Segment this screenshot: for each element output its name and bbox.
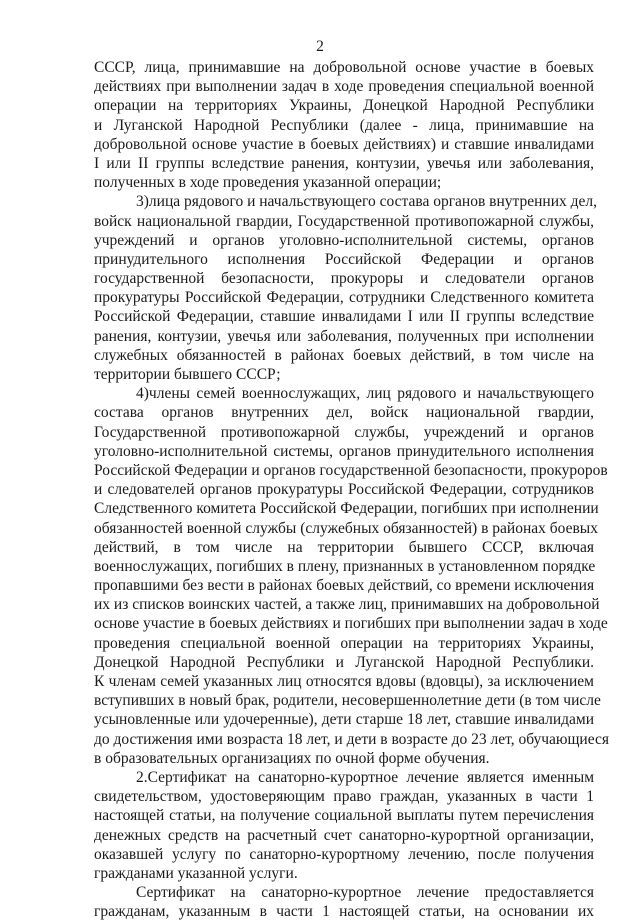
paragraph-item-3	[94, 192, 598, 384]
text-line: гражданами указанной услуги.	[94, 864, 298, 882]
page-number: 2	[316, 38, 324, 55]
text-line: территории бывшего СССР;	[94, 366, 281, 383]
text-line: уголовно-исполнительной системы, органов принудительного исполнения	[94, 442, 594, 460]
text-line: военнослужащих, погибших в плену, признанных в установленном порядке	[94, 557, 596, 575]
text-line: 4)члены семей военнослужащих, лиц рядового и начальствующего	[136, 385, 594, 403]
text-line: усыновленные или удочеренные), дети старше 18 лет, ставшие инвалидами	[94, 711, 594, 729]
text-line: войск национальной гвардии, Государственной противопожарной службы,	[94, 212, 594, 230]
text-line: свидетельством, удостоверяющим право граждан, указанных в части 1	[94, 788, 594, 806]
text-line: операции на территориях Украины, Донецкой Народной Республики	[94, 97, 594, 115]
text-line: добровольной основе участие в боевых действиях) и ставшие инвалидами	[94, 135, 594, 153]
text-line: Российской Федерации и органов государственной безопасности, прокуроров	[94, 461, 608, 479]
text-line: денежных средств на расчетный счет санаторно-курортной организации,	[94, 826, 594, 844]
text-line: обязанностей военной службы (служебных обязанностей) в районах боевых	[94, 519, 598, 537]
text-line: 3)лица рядового и начальствующего состава органов внутренних дел,	[136, 193, 598, 211]
text-line: полученных в ходе проведения указанной операции;	[94, 174, 442, 192]
text-line: до достижения ими возраста 18 лет, и дети в возрасте до 23 лет, обучающиеся	[94, 730, 610, 748]
text-line: и Луганской Народной Республики (далее - лица, принимавшие на	[94, 116, 594, 134]
paragraph-continuation	[94, 58, 594, 192]
text-line: Государственной противопожарной службы, учреждений и органов	[94, 423, 594, 441]
text-line: в образовательных организациях по очной форме обучения.	[94, 749, 490, 767]
text-line: Следственного комитета Российской Федерации, погибших при исполнении	[94, 500, 599, 518]
text-line: пропавшими без вести в районах боевых действий, со времени исключения	[94, 577, 595, 595]
text-line: учреждений и органов уголовно-исполнительной системы, органов	[94, 231, 594, 249]
text-line: служебных обязанностей в районах боевых действий, в том числе на	[94, 346, 594, 364]
text-line: Донецкой Народной Республики и Луганской Народной Республики.	[94, 653, 594, 671]
text-line: их из списков воинских частей, а также лиц, принимавших на добровольной	[94, 596, 600, 614]
text-line: действиях при выполнении задач в ходе проведения специальной военной	[94, 78, 594, 96]
text-line: Российской Федерации, ставшие инвалидами I или II группы вследствие	[94, 308, 594, 326]
text-line: состава органов внутренних дел, войск национальной гвардии,	[94, 404, 594, 422]
text-line: принудительного исполнения Российской Федерации и органов	[94, 250, 594, 268]
text-line: и следователей органов прокуратуры Российской Федерации, сотрудников	[94, 481, 594, 499]
text-line: государственной безопасности, прокуроры и следователи органов	[94, 270, 594, 288]
text-line: Сертификат на санаторно-курортное лечение предоставляется	[136, 884, 594, 902]
text-line: проведения специальной военной операции на территориях Украины,	[94, 634, 594, 652]
text-line: действий, в том числе на территории бывшего СССР, включая	[94, 538, 594, 556]
text-line: I или II группы вследствие ранения, контузии, увечья или заболевания,	[94, 154, 594, 172]
text-line: ранения, контузии, увечья или заболевания, полученных при исполнении	[94, 327, 594, 345]
text-line: основе участие в боевых действиях и погибших при выполнении задач в ходе	[94, 615, 608, 633]
paragraph-item-4	[94, 384, 610, 768]
text-line: СССР, лица, принимавшие на добровольной основе участие в боевых	[94, 59, 594, 76]
text-line: К членам семей указанных лиц относятся вдовы (вдовцы), за исключением	[94, 673, 594, 690]
text-line: 2.Сертификат на санаторно-курортное лечение является именным	[136, 768, 594, 786]
text-line: прокуратуры Российской Федерации, сотрудники Следственного комитета	[94, 289, 594, 307]
text-line: оказавшей услугу по санаторно-курортному лечению, после получения	[94, 845, 594, 863]
text-line: настоящей статьи, на получение социальной выплаты путем перечисления	[94, 807, 594, 825]
paragraph-certificate-provision	[94, 883, 594, 921]
document-body	[94, 58, 610, 921]
text-line: гражданам, указанным в части 1 настоящей статьи, на основании их	[94, 903, 594, 921]
paragraph-part-2	[94, 768, 594, 883]
text-line: вступивших в новый брак, родители, несовершеннолетние дети (в том числе	[94, 692, 601, 710]
